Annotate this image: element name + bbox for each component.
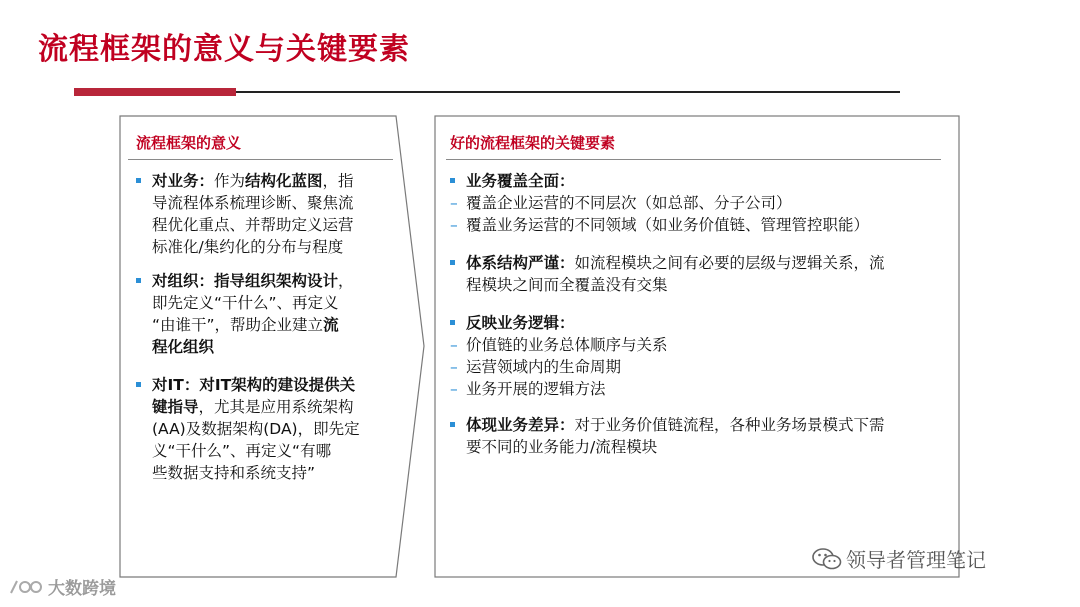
right-item-logic [450, 312, 946, 400]
sub-item: 覆盖企业运营的不同层次（如总部、分子公司） [466, 194, 792, 212]
left-item-organization [152, 270, 392, 358]
bold-text: 流 [323, 316, 339, 334]
item-text: 对于业务价值链流程，各种业务场景模式下需 [574, 416, 885, 434]
text: “由谁干”，帮助企业建立 [152, 316, 324, 334]
bullet-icon [450, 178, 455, 183]
bullet-icon [136, 278, 141, 283]
line [152, 236, 392, 258]
dash-icon: – [450, 358, 458, 376]
sub-item: 运营领域内的生命周期 [466, 358, 622, 376]
right-item-difference [466, 414, 946, 458]
left-item-business [152, 170, 392, 258]
bold-text: 对IT：对IT架构的建设提供关 [152, 376, 356, 394]
line [152, 440, 392, 462]
text: 程优化重点、并帮助定义运营 [152, 216, 354, 234]
line [152, 336, 392, 358]
wechat-icon [812, 547, 842, 571]
text: 义“干什么”、再定义“有哪 [152, 442, 332, 460]
sub-item: 价值链的业务总体顺序与关系 [466, 336, 668, 354]
line [152, 214, 392, 236]
text: 些数据支持和系统支持” [152, 464, 316, 482]
bold-text: 结构化蓝图 [245, 172, 323, 190]
line [152, 192, 392, 214]
bullet-icon [450, 260, 455, 265]
dash-icon: – [450, 216, 458, 234]
bold-text: 程化组织 [152, 338, 215, 356]
item-text: 如流程模块之间有必要的层级与逻辑关系，流 [574, 254, 885, 272]
text: 导流程体系梳理诊断、聚焦流 [152, 194, 354, 212]
bold-text: 对业务： [152, 172, 215, 190]
bullet-icon [136, 382, 141, 387]
line [152, 314, 392, 336]
text: (AA)及数据架构(DA)，即先定 [152, 420, 360, 438]
bold-text: 键指导 [152, 398, 199, 416]
right-panel-divider [446, 159, 941, 160]
bullet-icon [136, 178, 141, 183]
bullet-icon [450, 422, 455, 427]
line [152, 418, 392, 440]
sub-item: 覆盖业务运营的不同领域（如业务价值链、管理管控职能） [466, 216, 870, 234]
text: 即先定义“干什么”、再定义 [152, 294, 339, 312]
text: 作为 [214, 172, 246, 190]
sub-item: 业务开展的逻辑方法 [466, 380, 606, 398]
right-item-structure [466, 252, 946, 296]
line [152, 270, 392, 292]
dash-icon: – [450, 194, 458, 212]
item-text-cont: 要不同的业务能力/流程模块 [466, 438, 658, 456]
watermark-right-text: 领导者管理笔记 [846, 548, 986, 572]
watermark-wechat [812, 544, 986, 573]
page-title: 流程框架的意义与关键要素 [38, 32, 410, 67]
line [152, 374, 392, 396]
dash-icon: – [450, 380, 458, 398]
right-item-coverage [450, 170, 946, 236]
item-label: 反映业务逻辑： [466, 314, 575, 332]
left-panel-divider [128, 159, 393, 160]
bullet-icon [450, 320, 455, 325]
line [152, 170, 392, 192]
text: ，尤其是应用系统架构 [198, 398, 354, 416]
left-panel-heading: 流程框架的意义 [136, 134, 242, 152]
left-item-it [152, 374, 392, 484]
text: 标准化/集约化的分布与程度 [152, 238, 344, 256]
bold-text: 对组织：指导组织架构设计 [152, 272, 339, 290]
line [152, 462, 392, 484]
item-label: 体系结构严谨： [466, 254, 575, 272]
item-label: 体现业务差异： [466, 416, 575, 434]
watermark-brand [8, 574, 116, 599]
brand-logo-icon [8, 577, 44, 597]
line [152, 292, 392, 314]
text: ，指 [322, 172, 354, 190]
watermark-left-text: 大数跨境 [48, 579, 116, 599]
line [152, 396, 392, 418]
dash-icon: – [450, 336, 458, 354]
text: ， [338, 272, 354, 290]
item-label: 业务覆盖全面： [466, 172, 575, 190]
item-text-cont: 程模块之间而全覆盖没有交集 [466, 276, 668, 294]
right-panel-heading: 好的流程框架的关键要素 [450, 134, 616, 152]
